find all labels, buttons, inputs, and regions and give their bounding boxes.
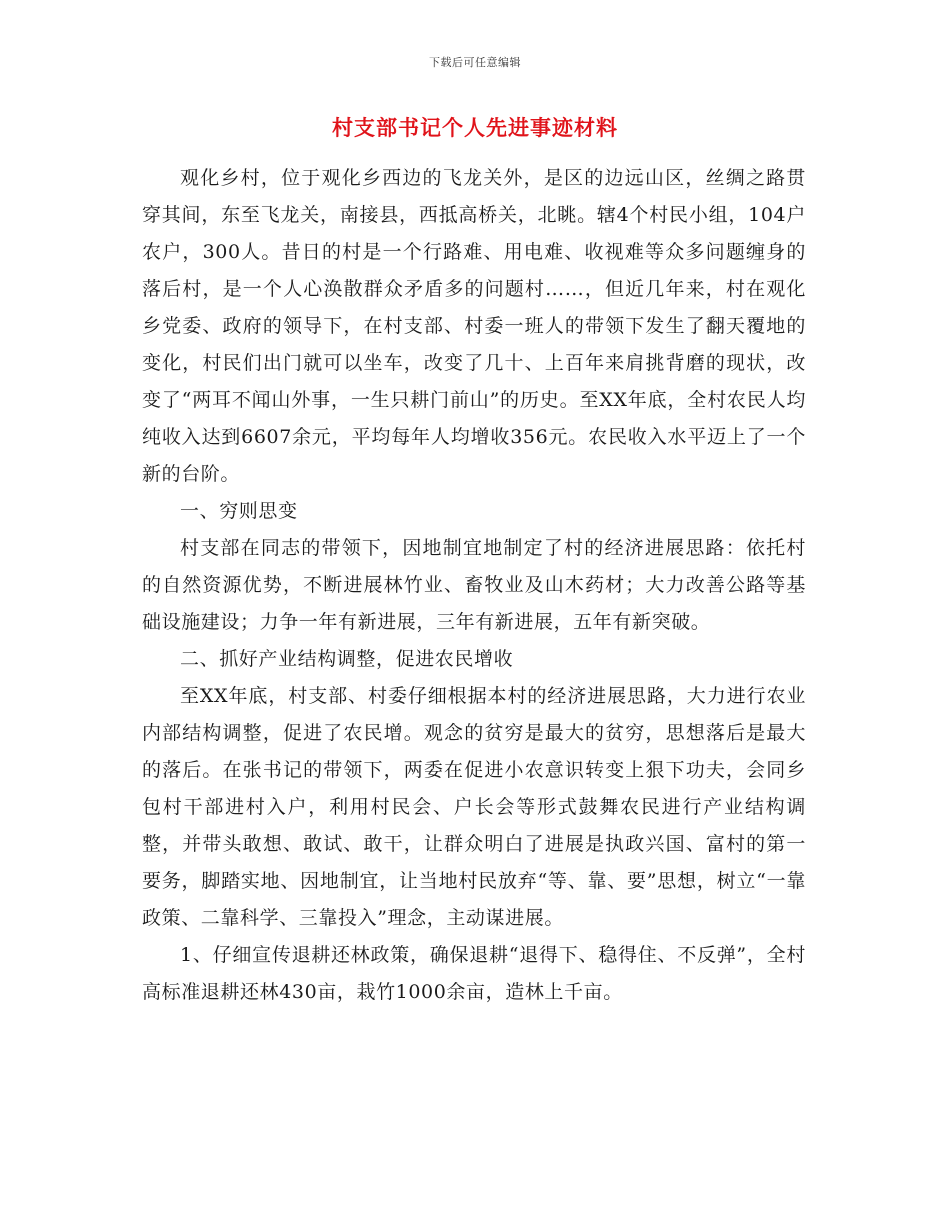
document-body xyxy=(142,160,806,1011)
paragraph-section-1: 村支部在同志的带领下，因地制宜地制定了村的经济进展思路：依托村的自然资源优势，不断进展林竹业、畜牧业及山木药材；大力改善公路等基础设施建设；力争一年有新进展，三年有新进展，五年有新突破。 xyxy=(142,537,806,633)
document-title: 村支部书记个人先进事迹材料 xyxy=(332,115,618,140)
paragraph-item-1: 1、仔细宣传退耕还林政策，确保退耕“退得下、稳得住、不反弹”，全村高标准退耕还林430亩，栽竹1000余亩，造林上千亩。 xyxy=(142,944,806,1003)
page-header-note: 下载后可任意编辑 xyxy=(429,56,521,69)
section-heading-2: 二、抓好产业结构调整，促进农民增收 xyxy=(180,648,514,670)
paragraph-intro: 观化乡村，位于观化乡西边的飞龙关外，是区的边远山区，丝绸之路贯穿其间，东至飞龙关，南接县，西抵高桥关，北眺。辖4个村民小组，104户农户，300人。昔日的村是一个行路难、用电难、收视难等众多问题缠身的落后村，是一个人心涣散群众矛盾多的问题村……，但近几年来，村在观化乡党委、政府的领导下，在村支部、村委一班人的带领下发生了翻天覆地的变化，村民们出门就可以坐车，改变了几十、上百年来肩挑背磨的现状，改变了“两耳不闻山外事，一生只耕门前山”的历史。至XX年底，全村农民人均纯收入达到6607余元，平均每年人均增收356元。农民收入水平迈上了一个新的台阶。 xyxy=(142,167,806,485)
paragraph-section-2: 至XX年底，村支部、村委仔细根据本村的经济进展思路，大力进行农业内部结构调整，促进了农民增。观念的贫穷是最大的贫穷，思想落后是最大的落后。在张书记的带领下，两委在促进小农意识转变上狠下功夫，会同乡包村干部进村入户，利用村民会、户长会等形式鼓舞农民进行产业结构调整，并带头敢想、敢试、敢干，让群众明白了进展是执政兴国、富村的第一要务，脚踏实地、因地制宜，让当地村民放弃“等、靠、要”思想，树立“一靠政策、二靠科学、三靠投入”理念，主动谋进展。 xyxy=(142,685,806,929)
section-heading-1: 一、穷则思变 xyxy=(180,500,298,522)
